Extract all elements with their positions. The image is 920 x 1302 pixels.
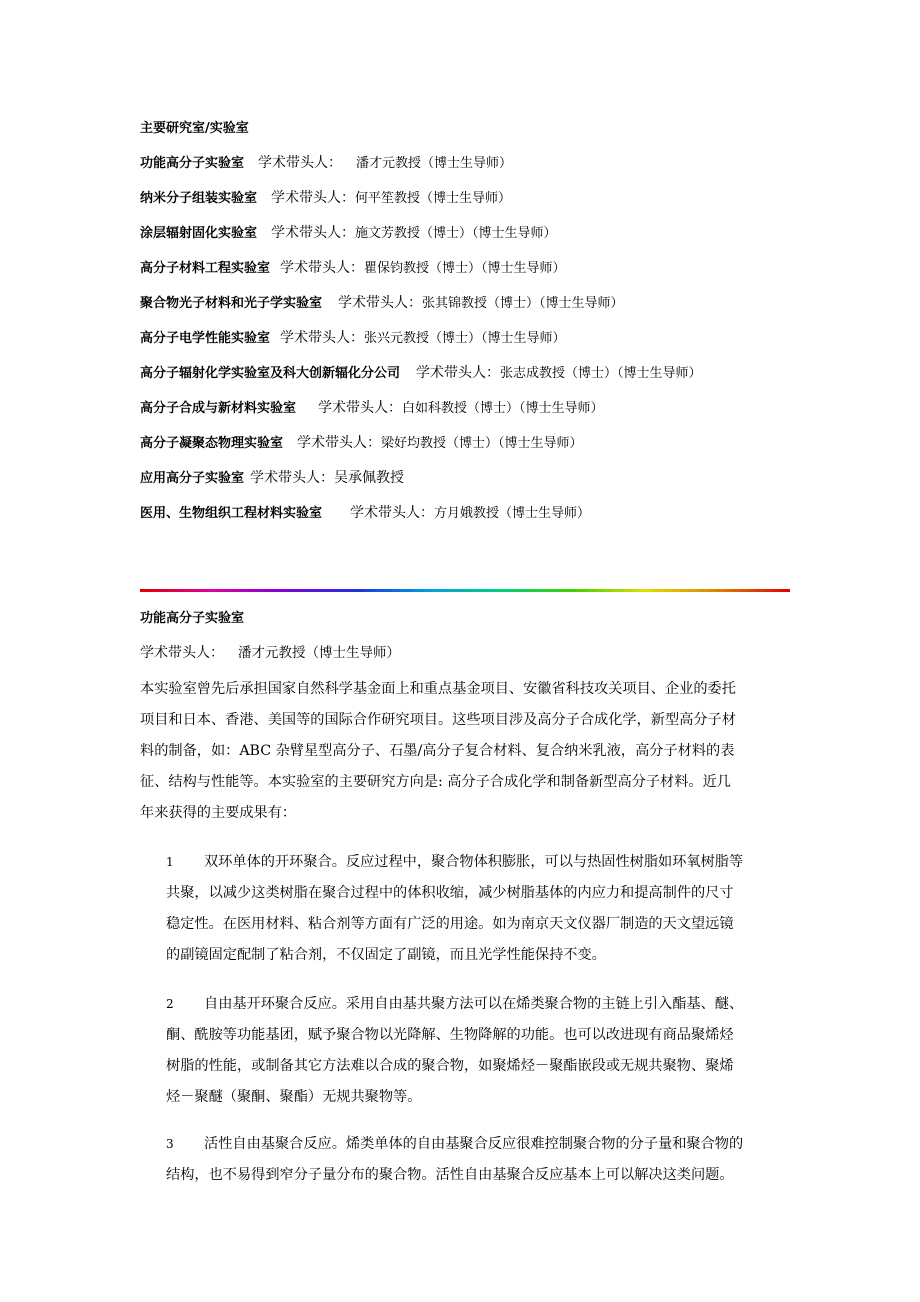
lab-lead-label: 学术带头人： — [271, 225, 356, 241]
result-line: 共聚，以减少这类树脂在聚合过程中的体积收缩，减少树脂基体的内应力和提高制件的尺寸 — [166, 885, 734, 901]
detail-lead — [140, 642, 400, 664]
item-text: 活性自由基聚合反应。烯类单体的自由基聚合反应很难控制聚合物的分子量和聚合物的 — [204, 1136, 744, 1152]
item-text: 自由基开环聚合反应。采用自由基共聚方法可以在烯类聚合物的主链上引入酯基、醚、 — [204, 996, 744, 1012]
result-line: 的副镜固定配制了粘合剂，不仅固定了副镜，而且光学性能保持不变。 — [166, 947, 606, 963]
lab-lead-label: 学术带头人： — [350, 505, 435, 521]
lab-lead-label: 学术带头人： — [280, 330, 365, 346]
lab-lead-name: 张志成教授（博士）（博士生导师） — [500, 366, 702, 381]
result-line: 树脂的性能，或制备其它方法难以合成的聚合物，如聚烯烃－聚酯嵌段或无规共聚物、聚烯 — [166, 1058, 734, 1074]
lab-lead-name: 潘才元教授（博士生导师） — [356, 156, 513, 171]
lab-name: 高分子凝聚态物理实验室 — [140, 436, 284, 451]
detail-lead-name: 潘才元教授（博士生导师） — [238, 645, 400, 661]
lab-lead-name: 吴承佩教授 — [334, 470, 405, 486]
lab-entry — [140, 503, 590, 523]
lab-name: 高分子材料工程实验室 — [140, 261, 271, 276]
lab-lead-label: 学术带头人： — [297, 435, 382, 451]
detail-title: 功能高分子实验室 — [140, 611, 245, 626]
lab-entry — [140, 468, 404, 488]
intro-line: 项目和日本、香港、美国等的国际合作研究项目。这些项目涉及高分子合成化学，新型高分子材 — [140, 712, 736, 728]
lab-entry — [140, 188, 511, 208]
result-line: 烃－聚醚（聚酮、聚酯）无规共聚物等。 — [166, 1089, 422, 1105]
lab-entry — [140, 433, 583, 453]
lab-name: 聚合物光子材料和光子学实验室 — [140, 296, 323, 311]
result-line — [166, 1133, 743, 1155]
lab-lead-label: 学术带头人： — [250, 470, 335, 486]
item-number: 2 — [166, 997, 174, 1011]
lab-lead-label: 学术带头人： — [338, 295, 423, 311]
item-number: 1 — [166, 855, 174, 869]
lab-name: 功能高分子实验室 — [140, 156, 245, 171]
lab-lead-label: 学术带头人： — [258, 155, 343, 171]
intro-line: 征、结构与性能等。本实验室的主要研究方向是: 高分子合成化学和制备新型高分子材料。近几 — [140, 774, 731, 790]
lab-name: 纳米分子组装实验室 — [140, 191, 258, 206]
lab-lead-label: 学术带头人： — [271, 190, 356, 206]
intro-line: 本实验室曾先后承担国家自然科学基金面上和重点基金项目、安徽省科技攻关项目、企业的委托 — [140, 681, 736, 697]
lab-lead-name: 施文芳教授（博士）（博士生导师） — [355, 226, 557, 241]
result-line: 稳定性。在医用材料、粘合剂等方面有广泛的用途。如为南京天文仪器厂制造的天文望远镜 — [166, 916, 734, 932]
lab-lead-name: 白如科教授（博士）（博士生导师） — [402, 401, 604, 416]
item-number: 3 — [166, 1137, 174, 1151]
section-title: 主要研究室/实验室 — [140, 121, 249, 136]
detail-lead-label: 学术带头人： — [140, 645, 224, 661]
lab-lead-label: 学术带头人： — [280, 260, 365, 276]
lab-entry — [140, 398, 604, 418]
rainbow-divider — [140, 589, 790, 592]
lab-name: 医用、生物组织工程材料实验室 — [140, 506, 323, 521]
lab-name: 高分子辐射化学实验室及科大创新辐化分公司 — [140, 366, 401, 381]
lab-lead-name: 张兴元教授（博士）（博士生导师） — [364, 331, 566, 346]
lab-entry — [140, 153, 512, 173]
intro-line: 料的制备，如：ABC 杂臂星型高分子、石墨/高分子复合材料、复合纳米乳液，高分子材料的表 — [140, 743, 735, 759]
item-text: 双环单体的开环聚合。反应过程中，聚合物体积膨胀，可以与热固性树脂如环氧树脂等 — [204, 854, 744, 870]
result-line — [166, 851, 743, 873]
lab-name: 应用高分子实验室 — [140, 471, 245, 486]
result-line: 酮、酰胺等功能基团，赋予聚合物以光降解、生物降解的功能。也可以改进现有商品聚烯烃 — [166, 1027, 734, 1043]
lab-entry — [140, 363, 702, 383]
lab-entry — [140, 293, 624, 313]
lab-name: 高分子电学性能实验室 — [140, 331, 271, 346]
lab-lead-label: 学术带头人： — [318, 400, 403, 416]
lab-entry — [140, 258, 566, 278]
intro-line: 年来获得的主要成果有： — [140, 805, 297, 821]
lab-lead-name: 瞿保钧教授（博士）（博士生导师） — [364, 261, 566, 276]
result-line: 结构，也不易得到窄分子量分布的聚合物。活性自由基聚合反应基本上可以解决这类问题。 — [166, 1167, 734, 1183]
lab-lead-name: 方月娥教授（博士生导师） — [434, 506, 591, 521]
lab-name: 高分子合成与新材料实验室 — [140, 401, 297, 416]
lab-lead-name: 张其锦教授（博士）（博士生导师） — [422, 296, 624, 311]
lab-entry — [140, 328, 566, 348]
lab-name: 涂层辐射固化实验室 — [140, 226, 258, 241]
lab-lead-name: 梁好均教授（博士）（博士生导师） — [381, 436, 583, 451]
lab-lead-label: 学术带头人： — [416, 365, 501, 381]
lab-lead-name: 何平笙教授（博士生导师） — [355, 191, 512, 206]
lab-entry — [140, 223, 557, 243]
result-line — [166, 993, 743, 1015]
